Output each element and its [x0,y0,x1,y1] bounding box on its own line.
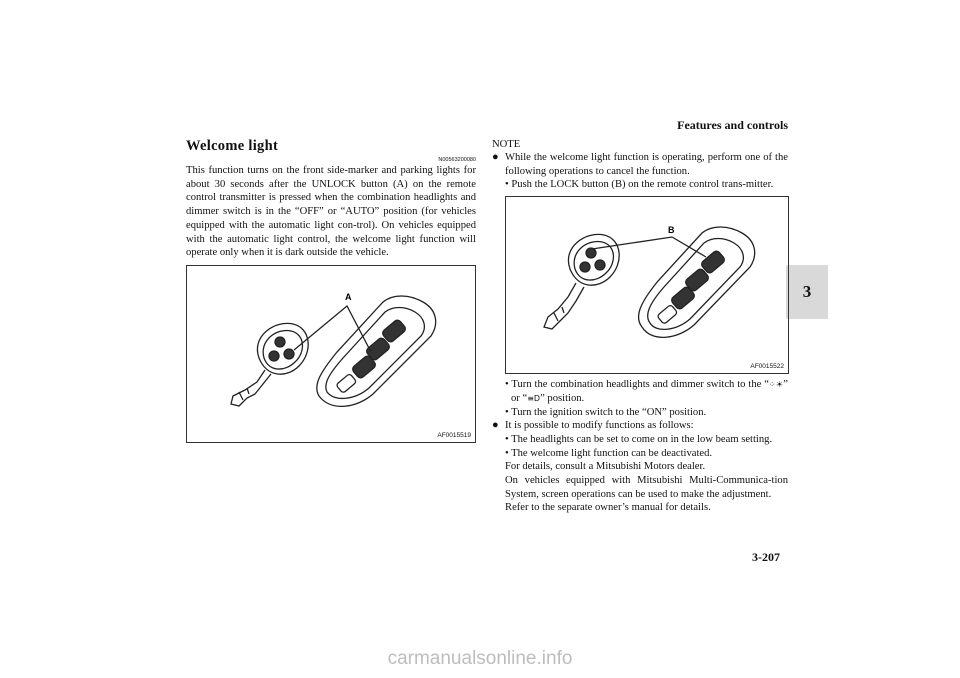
section-body: This function turns on the front side-marker and parking lights for about 30 seconds after the UNLOCK button (A) on the remote control transmitter is pressed when the combination headlights and dimmer switch is in the “OFF” or “AUTO” position (for vehicles equipped with the automatic light con-trol). On vehicles equipped with the automatic light control, the welcome light function will operate only when it is dark outside the vehicle. [186,165,476,259]
note-item-2 [492,419,788,433]
note-heading: NOTE [492,139,521,150]
note-sub-4: • The headlights can be set to come on in the low beam setting. [505,433,773,445]
figure-label-a: A [345,291,352,302]
key-illustration-a [187,266,475,442]
page-header: Features and controls [677,118,788,132]
watermark: carmanualsonline.info [387,648,573,669]
note-item-1-text: While the welcome light function is operating, perform one of the following operations to cancel the function. [505,152,788,177]
note-item-2-text: It is possible to modify functions as follows: [505,420,694,432]
note-sub-1: • Push the LOCK button (B) on the remote control trans-mitter. [505,179,774,191]
figure-code: AF0015519 [437,431,471,439]
page-number: 3-207 [752,550,780,564]
figure-label-b: B [668,225,675,236]
note-sub-2-part-1: • Turn the combination headlights and dimmer switch to the “ [505,379,769,391]
note-para-1: For details, consult a Mitsubishi Motors dealer. [505,461,706,473]
note-para-3: Refer to the separate owner’s manual for details. [505,502,711,514]
bullet-icon: ● [492,151,499,163]
headlight-icon: ≡D [527,393,541,403]
note-item-1 [492,151,788,178]
note-sub-2-part-2: ” or “ [511,379,788,404]
note-para-2: On vehicles equipped with Mitsubishi Multi-Communica-tion System, screen operations can be used to make the adjustment. [505,475,788,500]
section-code: N00563200080 [438,157,476,163]
right-column [492,138,788,515]
figure-code: AF0015522 [750,363,784,371]
note-sub-2-part-3: ” position. [540,392,585,404]
note-sub-2 [492,378,788,405]
chapter-tab: 3 [786,265,828,319]
note-sub-5: • The welcome light function can be deactivated. [505,447,713,459]
side-marker-light-icon: ⁘☀ [768,380,784,390]
bullet-icon: ● [492,419,499,432]
key-illustration-b [506,197,788,373]
section-title: Welcome light [186,138,279,154]
figure-key-lock [505,196,789,374]
note-sub-3: • Turn the ignition switch to the “ON” position. [505,406,707,418]
figure-key-unlock [186,265,476,443]
left-column [186,138,476,443]
